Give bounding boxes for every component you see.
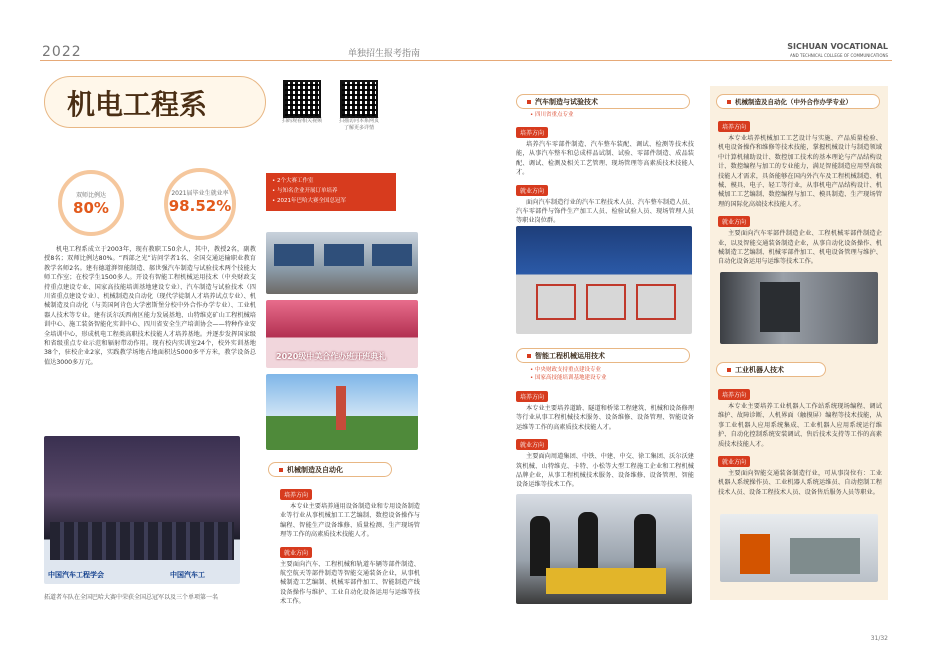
tower-shape — [336, 386, 346, 430]
major-mech-intl-body — [718, 114, 882, 267]
tag-goal: 培养方向 — [718, 389, 750, 400]
tag-goal: 培养方向 — [516, 127, 548, 138]
stat-value: 98.52% — [168, 197, 232, 215]
robot-arm-shape — [740, 534, 770, 574]
bullet-item: • 四川省重点专业 — [530, 112, 574, 118]
qr-code-icon — [340, 80, 378, 118]
major-name: 机械制造及自动化（中外合作办学专业） — [735, 98, 852, 106]
major-pill-machinery — [516, 348, 690, 363]
header-divider — [40, 60, 892, 61]
major-robot-body — [718, 382, 882, 497]
student-shape — [530, 516, 550, 576]
students-machinery-photo — [516, 494, 692, 604]
major-goal: 本专业主要培养通用设备制造业和专用设备制造业等行业从事机械加工工艺编制、数控设备操作与编程、智能生产设备维修、质量检测、生产现场管理等工作的高素质技术技能人才。 — [280, 503, 420, 539]
major-goal: 本专业培养机械加工工艺设计与实施、产品质量检验、机电设备操作和维修等技术技能，掌握机械设计与制造领域中计算机辅助设计、数控加工技术的基本理论与产品结构设计、数控编程与加工的专业能力，满足智能制造应用型高级技能人才需求，具备能够在国内外汽车及工程机械制造、机械、模具、电子、轻工等行业，从事机电产品结构设计、机械加工工艺编制、数控编程与加工、模具制造、生产现场管理的国际化高端技术技能人才。 — [718, 135, 882, 208]
brand-line1: SICHUAN VOCATIONAL — [787, 42, 888, 51]
stat-dual-teacher — [58, 170, 124, 236]
cnc-photo — [720, 272, 878, 344]
page-title: 机电工程系 — [67, 88, 208, 121]
bullet-item: • 中央财政支持重点建设专业 — [530, 367, 602, 373]
major-job: 主要面向汽车零部件制造企业、工程机械零部件制造企业，以及智能交通装备制造企业，从事自动化设备操作、机械制造工艺编制、机械零部件加工、机电设备管理与维护、自动化设备运用与运维等技术工作。 — [718, 230, 882, 266]
vehicle-frame-shape — [586, 284, 626, 320]
page-numbers: 31/32 — [870, 635, 888, 642]
major-machinery-body — [516, 384, 694, 490]
stat-employment — [164, 168, 236, 240]
highlights-box — [266, 173, 396, 211]
major-auto-body — [516, 120, 694, 226]
department-intro: 机电工程系成立于2003年，现有教职工50余人，其中，教授2名，副教授8名；双师比例达80%。“西部之光”访问学者1名、全国交通运输职业教育教学名师2名。建有德道湃智能制造、郝世强汽车制造与试验技术两个技能大师工作室；在校学生1500多人。开设有智能工程机械运用技术（中央财政支持重点建设专业、国家高技能培训基地建设专业）、汽车制造与试验技术（四川省重点建设专业）、机械制造及自动化（现代学徒制人才培养试点专业）、机械制造及自动化（与美国阿肯色大学密斯堡分校中外合作办学专业）、工业机器人技术等专业。建有沃尔沃西南区能力发展基地、山特维克矿山工程机械培训中心、施工装备智能化实训中心、四川省安全生产培训协会——特种作业安全培训中心，形成机电工程类高职技术技能人才培养基地。并逐步发挥国家级和省级重点专业示范和辐射带动作用。现有校内实训室24个，校外实训基地38个，驻校企业2家，实践教学场地占地面积达5000多平方米，教学设备总值达3000多万元。 — [44, 246, 256, 366]
major-pill-mech-intl — [716, 94, 880, 109]
qr-code-icon — [283, 80, 321, 118]
lab-photo — [266, 232, 418, 294]
major-name: 汽车制造与试验技术 — [535, 98, 598, 106]
qr-caption-2: 了解更多详情 — [343, 125, 374, 131]
vehicle-frame-shape — [536, 284, 576, 320]
major-job: 主要面向周道集团、中铁、中建、中交、徐工集团、沃尔沃建筑机械、山特维克、卡特、小松等大型工程施工企业和工程机械品牌企业，从事工程机械技术服务、设备维修、设备管理、智能设备运维等技术工作。 — [516, 453, 694, 489]
qr-caption: 扫描访问本系网页 — [338, 118, 379, 124]
team-members — [50, 522, 234, 560]
pill-tick-icon — [727, 100, 731, 104]
stat-label: 双师比例达 — [75, 192, 106, 199]
tag-job: 就业方向 — [516, 185, 548, 196]
ceremony-banner: 2020级中美合作办班开班典礼 — [276, 352, 387, 361]
stat-label: 2021届毕业生就业率 — [171, 190, 229, 197]
tag-goal: 培养方向 — [280, 489, 312, 500]
student-shape — [634, 514, 656, 576]
qr-caption: 扫码观看相关视频 — [281, 118, 322, 124]
major-job: 主要面向智能交通装备制造行业，可从事岗位有：工业机器人系统操作员、工业机器人系统运维员、自动控制工程技术人员、设备工程技术人员、设备售后服务人员等职业。 — [718, 470, 882, 496]
pill-tick-icon — [527, 100, 531, 104]
team-photo — [44, 436, 240, 584]
major-name: 智能工程机械运用技术 — [535, 352, 605, 360]
major-name: 机械制造及自动化 — [287, 466, 343, 474]
major-auto-bullets — [530, 111, 574, 119]
highlight-item: • 2021年巴哈大赛全国总冠军 — [272, 198, 346, 204]
student-shape — [578, 512, 598, 576]
qr-website[interactable] — [332, 80, 386, 132]
sae-banner-right: 中国汽车工 — [170, 571, 205, 579]
brand-line2: AND TECHNICAL COLLEGE OF COMMUNICATIONS — [789, 53, 888, 58]
page-title-box — [44, 76, 266, 128]
qr-video[interactable] — [278, 80, 326, 125]
screen-shape — [324, 244, 364, 266]
campus-photo — [266, 374, 418, 450]
pill-tick-icon — [727, 368, 731, 372]
team-photo-caption: 拓道者车队在全国巴哈大赛中荣获全国总冠军以及三个单项第一名 — [44, 594, 219, 601]
major-mech-body — [280, 482, 420, 607]
bullet-item: • 国家高技能培训基地建设专业 — [530, 375, 607, 381]
sae-banner-left: 中国汽车工程学会 — [48, 571, 104, 579]
major-goal: 本专业主要培养道路、隧道和桥梁工程建筑、机械和设备修理等行业从事工程机械技术服务、设备维修、设备管理、智能设备运维等工作的高素质技术技能人才。 — [516, 405, 694, 431]
vehicle-lab-photo — [516, 226, 692, 334]
tag-job: 就业方向 — [718, 216, 750, 227]
screen-shape — [372, 244, 412, 266]
page-year: 2022 — [42, 44, 82, 60]
major-goal: 本专业主要培养工业机器人工作站系统现场编程、调试维护、故障诊断、人机界面（触摸屏）编程等技术技能，从事工业机器人应用系统集成、工业机器人应用系统运行维护、自动化控制系统安装调试、售后技术支持等工作的高素质技术技能人才。 — [718, 403, 882, 448]
tag-job: 就业方向 — [280, 547, 312, 558]
vehicle-frame-shape — [636, 284, 676, 320]
major-name: 工业机器人技术 — [735, 366, 784, 374]
college-brand — [787, 42, 888, 60]
major-pill-robot — [716, 362, 826, 377]
major-pill-auto — [516, 94, 690, 109]
robot-photo — [720, 514, 878, 582]
tag-goal: 培养方向 — [516, 391, 548, 402]
major-job: 主要面向汽车、工程机械和轨道车辆等部件制造、航空航天等部件制造等智能交通装备企业，从事机械制造工艺编制、机械零部件加工、智能制造产线设备操作与维护、工业自动化设备运用与运维等技术工作。 — [280, 560, 420, 606]
robot-station-shape — [790, 538, 860, 574]
highlight-item: • 与知名企业开展订单培养 — [272, 188, 338, 194]
screen-shape — [274, 244, 314, 266]
machine-shape — [546, 568, 666, 594]
major-job: 面向汽车制造行业的汽车工程技术人员、汽车整车制造人员、汽车零部件与饰件生产加工人员、检验试验人员、现场管理人员等职业岗位群。 — [516, 198, 694, 225]
major-pill-mech — [268, 462, 392, 477]
page-subtitle: 单独招生报考指南 — [348, 49, 421, 59]
major-goal: 培养汽车零部件制造、汽车整车装配、调试、检测等技术技能，从事汽车整车和总成样品试制、试验、零部件制造、成品装配、调试、检测及相关工艺管理、现场管理等高素质技术技能人才。 — [516, 141, 694, 177]
pill-tick-icon — [527, 354, 531, 358]
pill-tick-icon — [279, 468, 283, 472]
cnc-machine-shape — [760, 282, 800, 332]
highlight-item: • 2个大赛工作室 — [272, 178, 314, 184]
tag-job: 就业方向 — [516, 439, 548, 450]
tag-job: 就业方向 — [718, 456, 750, 467]
stat-value: 80% — [73, 199, 109, 217]
major-machinery-bullets — [530, 366, 607, 382]
ceremony-photo — [266, 300, 418, 368]
tag-goal: 培养方向 — [718, 121, 750, 132]
